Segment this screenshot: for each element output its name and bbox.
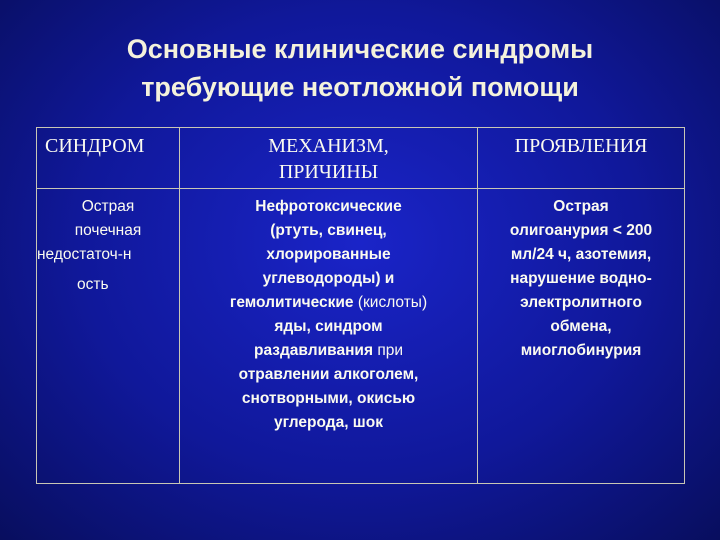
mechanism-line: отравлении алкоголем,	[238, 366, 419, 383]
mechanism-line: Нефротоксические	[255, 198, 402, 215]
manifestation-line: обмена,	[550, 318, 612, 335]
mechanism-line: гемолитические	[229, 294, 354, 311]
syndrome-line: ость	[77, 276, 109, 293]
manifestation-line: нарушение водно-	[510, 270, 652, 287]
mechanism-line: раздавливания	[253, 342, 374, 359]
header-syndrome: СИНДРОМ	[45, 135, 145, 157]
mechanism-line: углерода, шок	[274, 414, 383, 431]
manifestation-line: мл/24 ч, азотемия,	[510, 246, 652, 263]
mechanism-line: хлорированные	[266, 246, 391, 263]
header-mechanism-line-1: МЕХАНИЗМ,	[268, 135, 389, 157]
slide-title	[0, 30, 720, 106]
mechanism-line: (ртуть, свинец,	[270, 222, 387, 239]
mechanism-line: при	[373, 342, 403, 359]
syndrome-line: недостаточ-н	[37, 246, 132, 263]
syndrome-line: Острая	[81, 198, 135, 215]
cell-manifestations	[478, 195, 684, 363]
header-manifestations: ПРОЯВЛЕНИЯ	[514, 135, 648, 157]
slide-title-line-1: Основные клинические синдромы	[126, 34, 594, 64]
mechanism-line-mixed	[180, 291, 477, 315]
header-mechanism-line-2: ПРИЧИНЫ	[278, 161, 379, 183]
mechanism-line-mixed	[180, 339, 477, 363]
cell-syndrome	[37, 195, 179, 297]
slide-title-line-2: требующие неотложной помощи	[141, 72, 579, 102]
header-mechanism	[180, 133, 477, 185]
manifestation-line: миоглобинурия	[520, 342, 642, 359]
header-divider	[37, 188, 684, 189]
mechanism-line: снотворными, окисью	[241, 390, 416, 407]
cell-mechanism	[180, 195, 477, 435]
manifestation-line: олигоанурия < 200	[509, 222, 653, 239]
syndrome-line: почечная	[74, 222, 142, 239]
syndrome-table	[36, 127, 685, 484]
mechanism-line: (кислоты)	[353, 294, 428, 311]
mechanism-line: яды, синдром	[274, 318, 383, 335]
manifestation-line: электролитного	[520, 294, 642, 311]
mechanism-line: углеводороды) и	[262, 270, 395, 287]
manifestation-line: Острая	[553, 198, 609, 215]
